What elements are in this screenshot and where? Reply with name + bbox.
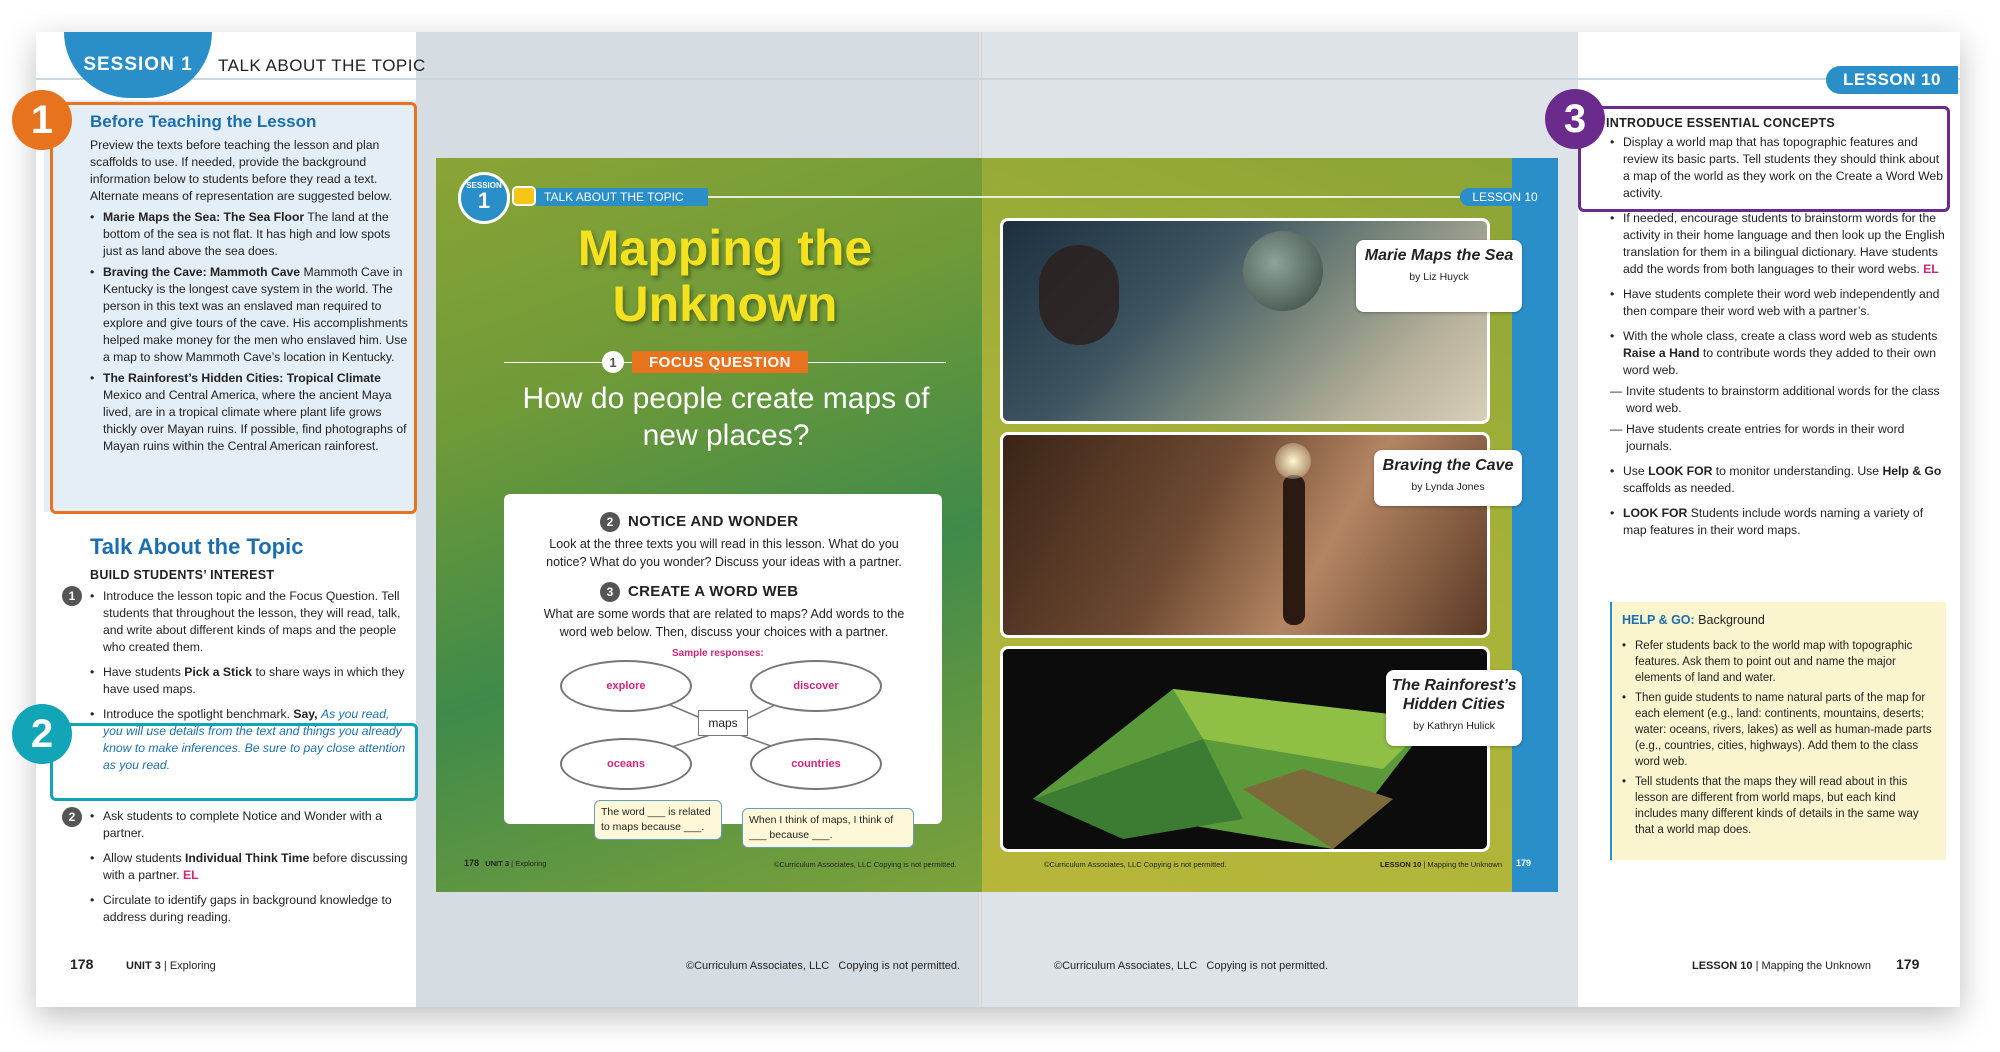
footer-topic: Exploring [515,859,547,868]
word-web-oval: explore [560,660,692,712]
student-lesson-label: LESSON 10 [1460,188,1550,206]
lesson-title-line: Mapping the [577,220,873,276]
concept-item [1610,210,1945,278]
copyright: ©Curriculum Associates, LLC [686,960,830,972]
student-page-number-right [1516,858,1531,868]
photo-figure [1039,245,1119,345]
essential-concepts-heading: INTRODUCE ESSENTIAL CONCEPTS [1606,116,1836,130]
help-go-label: HELP & GO: [1622,613,1695,627]
concept-item [1610,463,1945,497]
build-interest-heading: BUILD STUDENTS’ INTEREST [90,568,275,582]
page-number-right [1896,956,1919,972]
notice-wonder-text: Look at the three texts you will read in this lesson. What do you notice? What do you wonder? Discuss your ideas with a partner. [546,537,902,569]
callout-number-2: 2 [12,704,72,764]
step-text: before discussing with a partner. [103,851,408,882]
step-item: • Ask students to complete Notice and Wonder with a partner. [90,808,408,842]
page-number: 178 [70,956,94,972]
essential-concepts-list [1610,134,1945,543]
background-item-title: The Rainforest’s Hidden Cities: Tropical Climate [103,371,381,385]
footer-topic: Mapping the Unknown [1761,960,1871,972]
notice-wonder-title: NOTICE AND WONDER [628,513,799,530]
page-number-left [70,956,93,972]
concept-text: With the whole class, create a class word web as students [1623,329,1938,343]
help-item: • Refer students back to the world map with topographic features. Ask them to point out and name the major elements of land and water. [1622,638,1940,686]
concept-item [1610,328,1945,379]
step-1-marker: 1 [62,586,82,606]
text-caption [1386,670,1522,746]
routine-name: Raise a Hand [1623,346,1700,360]
word-web-number: 3 [600,582,620,602]
photo-figure [1283,475,1305,625]
step-item: • Introduce the lesson topic and the Focus Question. Tell students that throughout the lesson, they will read, talk, and write about different kinds of maps and the people who created them. [90,588,408,656]
before-teaching-title: Before Teaching the Lesson [90,112,317,131]
footer-lesson-right: LESSON 10 | Mapping the Unknown [1692,960,1871,972]
step-item [90,850,408,884]
footer-topic: Exploring [169,960,216,972]
student-footer-copy-right: ©Curriculum Associates, LLC Copying is not permitted. [1044,860,1227,869]
step-text: Allow students [103,851,185,865]
globe-shape [1243,231,1323,311]
session-tab: SESSION 1 [64,32,212,98]
page-number: 179 [1516,858,1532,868]
copyright: ©Curriculum Associates, LLC [1054,960,1198,972]
look-for-label: LOOK FOR [1648,464,1713,478]
help-and-go-list [1622,638,1940,842]
copy-note: Copying is not permitted. [838,960,961,972]
background-item [90,370,408,455]
background-item-title: Marie Maps the Sea: The Sea Floor [103,210,305,224]
dash-text: Invite students to brainstorm additional words for the class word web. [1626,384,1940,415]
routine-name: Individual Think Time [184,851,310,865]
background-item [90,209,408,260]
text-author: by Liz Huyck [1409,271,1469,283]
footer-lesson: LESSON 10 [1692,960,1753,972]
help-and-go-heading [1622,612,1942,629]
page-number: 179 [1896,956,1920,972]
help-go-label: Help & Go [1882,464,1942,478]
before-teaching-body [90,137,408,459]
word-web-center: maps [698,710,748,736]
talk-steps-2 [90,808,408,930]
help-item: • Then guide students to name natural parts of the map for each element (e.g., land: continents, mountains, deserts; water: oceans, rivers, lakes) as well as human-made parts (e.g., countries, cities, highways). Add them to the class word web. [1622,690,1940,770]
student-footer-right: LESSON 10 | Mapping the Unknown [1380,860,1503,869]
sentence-frame-bubble: When I think of maps, I think of ___ because ___. [742,808,914,848]
speech-bubble-icon [512,186,536,206]
student-footer-left: 178 UNIT 3 | Exploring [464,858,547,868]
background-item-title: Braving the Cave: Mammoth Cave [103,265,301,279]
step-item: • Circulate to identify gaps in background knowledge to address during reading. [90,892,408,926]
lesson-title [510,220,940,332]
concept-text: If needed, encourage students to brainstorm words for the activity in their home language and then look up the English translation for them in a bilingual dictionary. Have students add the words from both languages to their word webs. [1623,211,1945,276]
step-text: Introduce the spotlight benchmark. [103,707,294,721]
callout-number-1: 1 [12,90,72,150]
student-footer-copy-left: ©Curriculum Associates, LLC Copying is not permitted. [774,860,957,869]
session-title: TALK ABOUT THE TOPIC [218,56,426,75]
concept-item: • Have students complete their word web independently and then compare their word web with a partner’s. [1610,286,1945,320]
concept-text: to contribute words they added to their own word web. [1623,346,1936,377]
text-caption [1356,240,1522,312]
step-2-marker: 2 [62,807,82,827]
background-item-text: The land at the bottom of the sea is not flat. It has high and low spots just as land above the sea does. [103,210,391,258]
sentence-frame-bubble: The word ___ is related to maps because ___. [594,800,722,840]
dash-text: Have students create entries for words in their word journals. [1626,422,1905,453]
text-title: Braving the Cave [1382,457,1514,474]
dash-item: — Invite students to brainstorm additional words for the class word web. [1610,383,1945,417]
text-author: by Lynda Jones [1411,481,1485,493]
routine-name: Pick a Stick [184,665,253,679]
step-text: to share ways in which they have used maps. [103,665,405,696]
help-go-title: Background [1694,613,1765,627]
word-web-text: What are some words that are related to maps? Add words to the word web below. Then, discuss your choices with a partner. [543,607,905,639]
footer-unit: UNIT 3 [485,859,510,868]
el-tag: EL [182,868,199,882]
help-item: • Tell students that the maps they will read about in this lesson are different from world maps, but each kind includes many different kinds of details in the same way that a world map does. [1622,774,1940,838]
el-tag: EL [1923,262,1939,276]
torch-glow [1275,443,1311,479]
focus-question-number: 1 [602,351,624,373]
concept-text: Students include words naming a variety of map features in their word maps. [1623,506,1924,537]
copy-note: Copying is not permitted. [1206,960,1329,972]
footer-copyright-left [686,960,960,972]
footer-unit-left: UNIT 3 | Exploring [126,960,216,972]
talk-about-topic-heading: Talk About the Topic [90,534,304,559]
before-teaching-intro: Preview the texts before teaching the lesson and plan scaffolds to use. If needed, provide the background information below to students before they read a text. Alternate means of representation are suggested below. [90,138,393,203]
say-quote: As you read, you will use details from the text and things you already know to make inferences. Be sure to pay close attention as you read. [103,707,406,772]
concept-item [1610,505,1945,539]
word-web-title: CREATE A WORD WEB [628,583,799,600]
footer-topic: Mapping the Unknown [1427,860,1503,869]
focus-question-label: FOCUS QUESTION [632,351,808,373]
step-item [90,664,408,698]
student-header-rule [708,196,1460,198]
word-web-oval: discover [750,660,882,712]
text-author: by Kathryn Hulick [1413,720,1495,732]
notice-wonder-number: 2 [600,512,620,532]
lesson-title-line: Unknown [612,276,838,332]
text-title: The Rainforest’s Hidden Cities [1391,677,1517,713]
dash-item: — Have students create entries for words in their word journals. [1610,421,1945,455]
footer-copyright-right [1054,960,1328,972]
callout-box-2 [50,723,418,801]
concept-text: scaffolds as needed. [1623,481,1735,495]
focus-question-text: How do people create maps of new places? [522,382,930,452]
student-talk-label: TALK ABOUT THE TOPIC [536,188,708,206]
step-text: Have students [103,665,185,679]
sample-responses-label: Sample responses: [672,648,764,659]
concept-text: Use [1623,464,1649,478]
background-item-text: Mammoth Cave in Kentucky is the longest cave system in the world. The person in this text was an enslaved man required to explore and give tours of the cave. His accomplishments helped make money for the men who enslaved him. Use a map to show Mammoth Cave’s location in Kentucky. [103,265,408,364]
header-rule [36,78,1960,80]
text-caption [1374,450,1522,506]
word-web-oval: countries [750,738,882,790]
lesson-tab: LESSON 10 [1826,66,1958,94]
look-for-label: LOOK FOR [1623,506,1688,520]
student-session-badge [458,172,510,224]
background-item-text: Mexico and Central America, where the ancient Maya lived, are in a tropical climate where plant life grows thickly over Mayan ruins. If possible, find photographs of Mayan ruins within the Central American rainforest. [103,388,407,453]
page-number: 178 [464,858,480,868]
footer-lesson: LESSON 10 [1380,860,1422,869]
say-label: Say, [293,707,321,721]
concept-item: • Display a world map that has topographic features and review its basic parts. Tell students they should think about a map of the world as they work on the Create a Word Web activity. [1610,134,1945,202]
footer-unit: UNIT 3 [126,960,161,972]
concept-text: to monitor understanding. Use [1712,464,1883,478]
word-web-oval: oceans [560,738,692,790]
session-word: SESSION [466,181,502,190]
background-item [90,264,408,366]
callout-number-3: 3 [1545,89,1605,149]
text-title: Marie Maps the Sea [1364,247,1514,264]
session-number: 1 [477,188,491,213]
